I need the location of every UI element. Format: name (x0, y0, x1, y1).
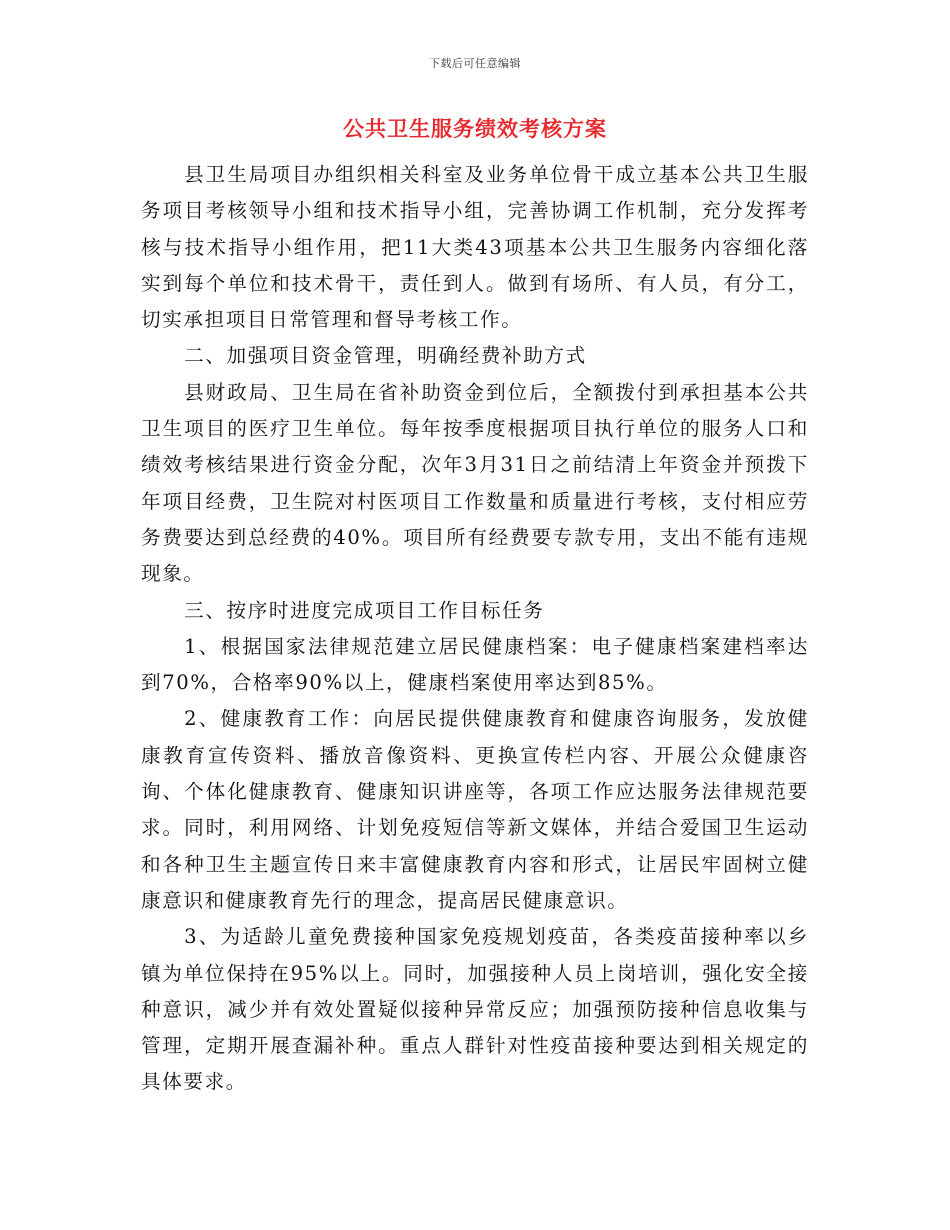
paragraph: 2、健康教育工作：向居民提供健康教育和健康咨询服务，发放健康教育宣传资料、播放音像资料、更换宣传栏内容、开展公众健康咨询、个体化健康教育、健康知识讲座等，各项工作应达服务法律规范要求。同时，利用网络、计划免疫短信等新文媒体，并结合爱国卫生运动和各种卫生主题宣传日来丰富健康教育内容和形式，让居民牢固树立健康意识和健康教育先行的理念，提高居民健康意识。 (141, 707, 809, 912)
paragraph: 3、为适龄儿童免费接种国家免疫规划疫苗，各类疫苗接种率以乡镇为单位保持在95%以上。同时，加强接种人员上岗培训，强化安全接种意识，减少并有效处置疑似接种异常反应；加强预防接种信息收集与管理，定期开展查漏补种。重点人群针对性疫苗接种要达到相关规定的具体要求。 (141, 925, 809, 1094)
section-heading: 三、按序时进度完成项目工作目标任务 (184, 598, 545, 622)
document-body (141, 157, 809, 1101)
document-title: 公共卫生服务绩效考核方案 (343, 116, 607, 141)
section-heading: 二、加强项目资金管理，明确经费补助方式 (184, 344, 587, 368)
paragraph: 1、根据国家法律规范建立居民健康档案：电子健康档案建档率达到70%，合格率90%以上，健康档案使用率达到85%。 (141, 634, 809, 695)
paragraph: 县卫生局项目办组织相关科室及业务单位骨干成立基本公共卫生服务项目考核领导小组和技术指导小组，完善协调工作机制，充分发挥考核与技术指导小组作用，把11大类43项基本公共卫生服务内容细化落实到每个单位和技术骨干，责任到人。做到有场所、有人员，有分工，切实承担项目日常管理和督导考核工作。 (141, 163, 809, 332)
header-note: 下载后可任意编辑 (429, 57, 521, 70)
paragraph: 县财政局、卫生局在省补助资金到位后，全额拨付到承担基本公共卫生项目的医疗卫生单位。每年按季度根据项目执行单位的服务人口和绩效考核结果进行资金分配，次年3月31日之前结清上年资金并预拨下年项目经费，卫生院对村医项目工作数量和质量进行考核，支付相应劳务费要达到总经费的40%。项目所有经费要专款专用，支出不能有违规现象。 (141, 380, 809, 586)
